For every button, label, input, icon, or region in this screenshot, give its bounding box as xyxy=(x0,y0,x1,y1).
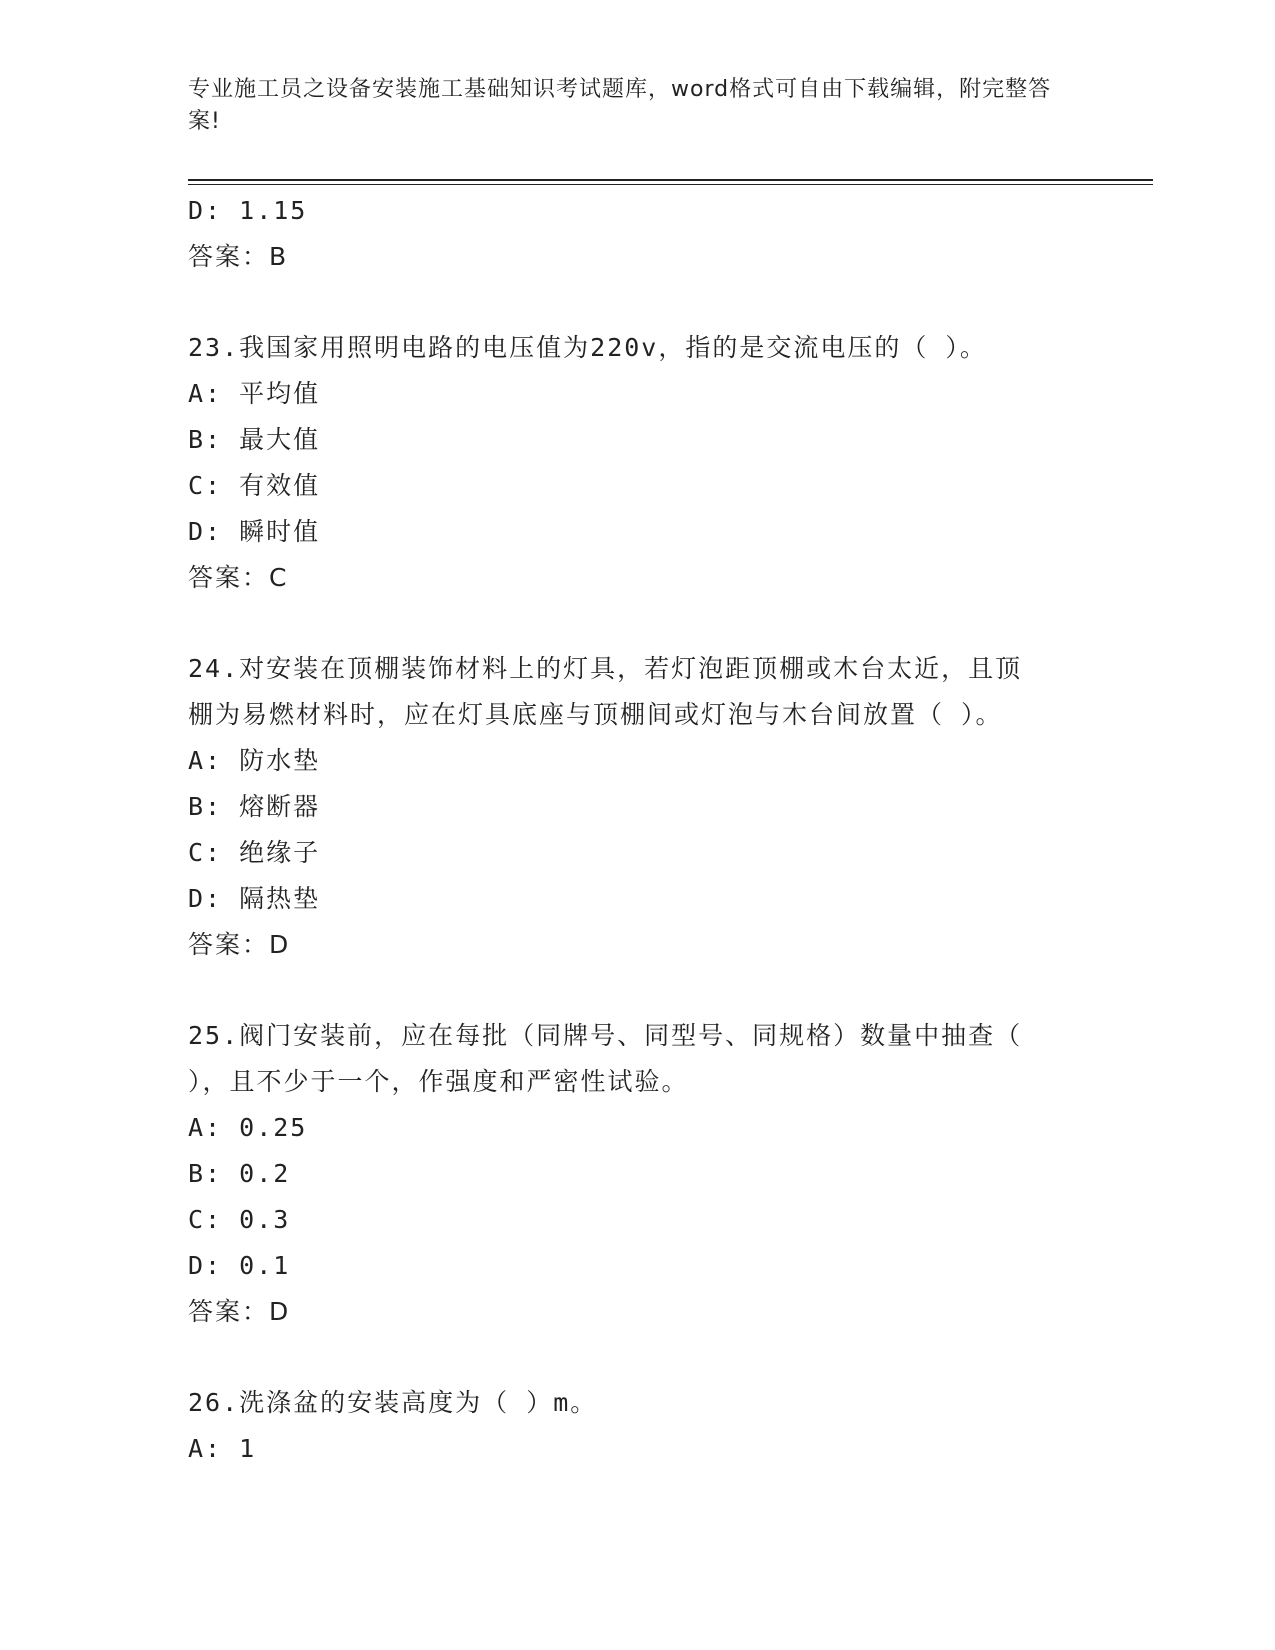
option-d: D: 隔热垫 xyxy=(188,884,321,913)
answer-line: 答案：B xyxy=(188,242,289,271)
question-23 xyxy=(188,325,1088,601)
header-rule-thin xyxy=(188,184,1153,185)
answer-line: 答案：D xyxy=(188,930,291,959)
header-rule-thick xyxy=(188,179,1153,181)
option-c: C: 有效值 xyxy=(188,471,321,500)
option-d: D: 0.1 xyxy=(188,1251,291,1280)
question-26 xyxy=(188,1380,1088,1472)
option-a: A: 防水垫 xyxy=(188,746,321,775)
question-25 xyxy=(188,1013,1088,1335)
question-stem: 26.洗涤盆的安装高度为（ ）m。 xyxy=(188,1388,598,1417)
question-stem-line-2: ），且不少于一个，作强度和严密性试验。 xyxy=(188,1067,689,1096)
question-24 xyxy=(188,646,1088,968)
question-stem-line-2: 棚为易燃材料时，应在灯具底座与顶棚间或灯泡与木台间放置（ ）。 xyxy=(188,700,1003,729)
option-b: B: 最大值 xyxy=(188,425,321,454)
option-c: C: 绝缘子 xyxy=(188,838,321,867)
option-d: D: 瞬时值 xyxy=(188,517,321,546)
option-d: D: 1.15 xyxy=(188,196,308,225)
option-a: A: 1 xyxy=(188,1434,257,1463)
question-stem-line-1: 25.阀门安装前，应在每批（同牌号、同型号、同规格）数量中抽查（ xyxy=(188,1021,1023,1050)
option-b: B: 0.2 xyxy=(188,1159,291,1188)
option-c: C: 0.3 xyxy=(188,1205,291,1234)
question-stem: 23.我国家用照明电路的电压值为220v，指的是交流电压的（ ）。 xyxy=(188,333,987,362)
option-b: B: 熔断器 xyxy=(188,792,321,821)
option-a: A: 平均值 xyxy=(188,379,321,408)
option-a: A: 0.25 xyxy=(188,1113,308,1142)
answer-line: 答案：D xyxy=(188,1297,291,1326)
question-stem-line-1: 24.对安装在顶棚装饰材料上的灯具，若灯泡距顶棚或木台太近，且顶 xyxy=(188,654,1023,683)
document-header: 专业施工员之设备安装施工基础知识考试题库，word格式可自由下载编辑，附完整答案! xyxy=(188,77,1052,134)
previous-question-tail xyxy=(188,188,1088,280)
question-content xyxy=(188,188,1088,1472)
answer-line: 答案：C xyxy=(188,563,289,592)
